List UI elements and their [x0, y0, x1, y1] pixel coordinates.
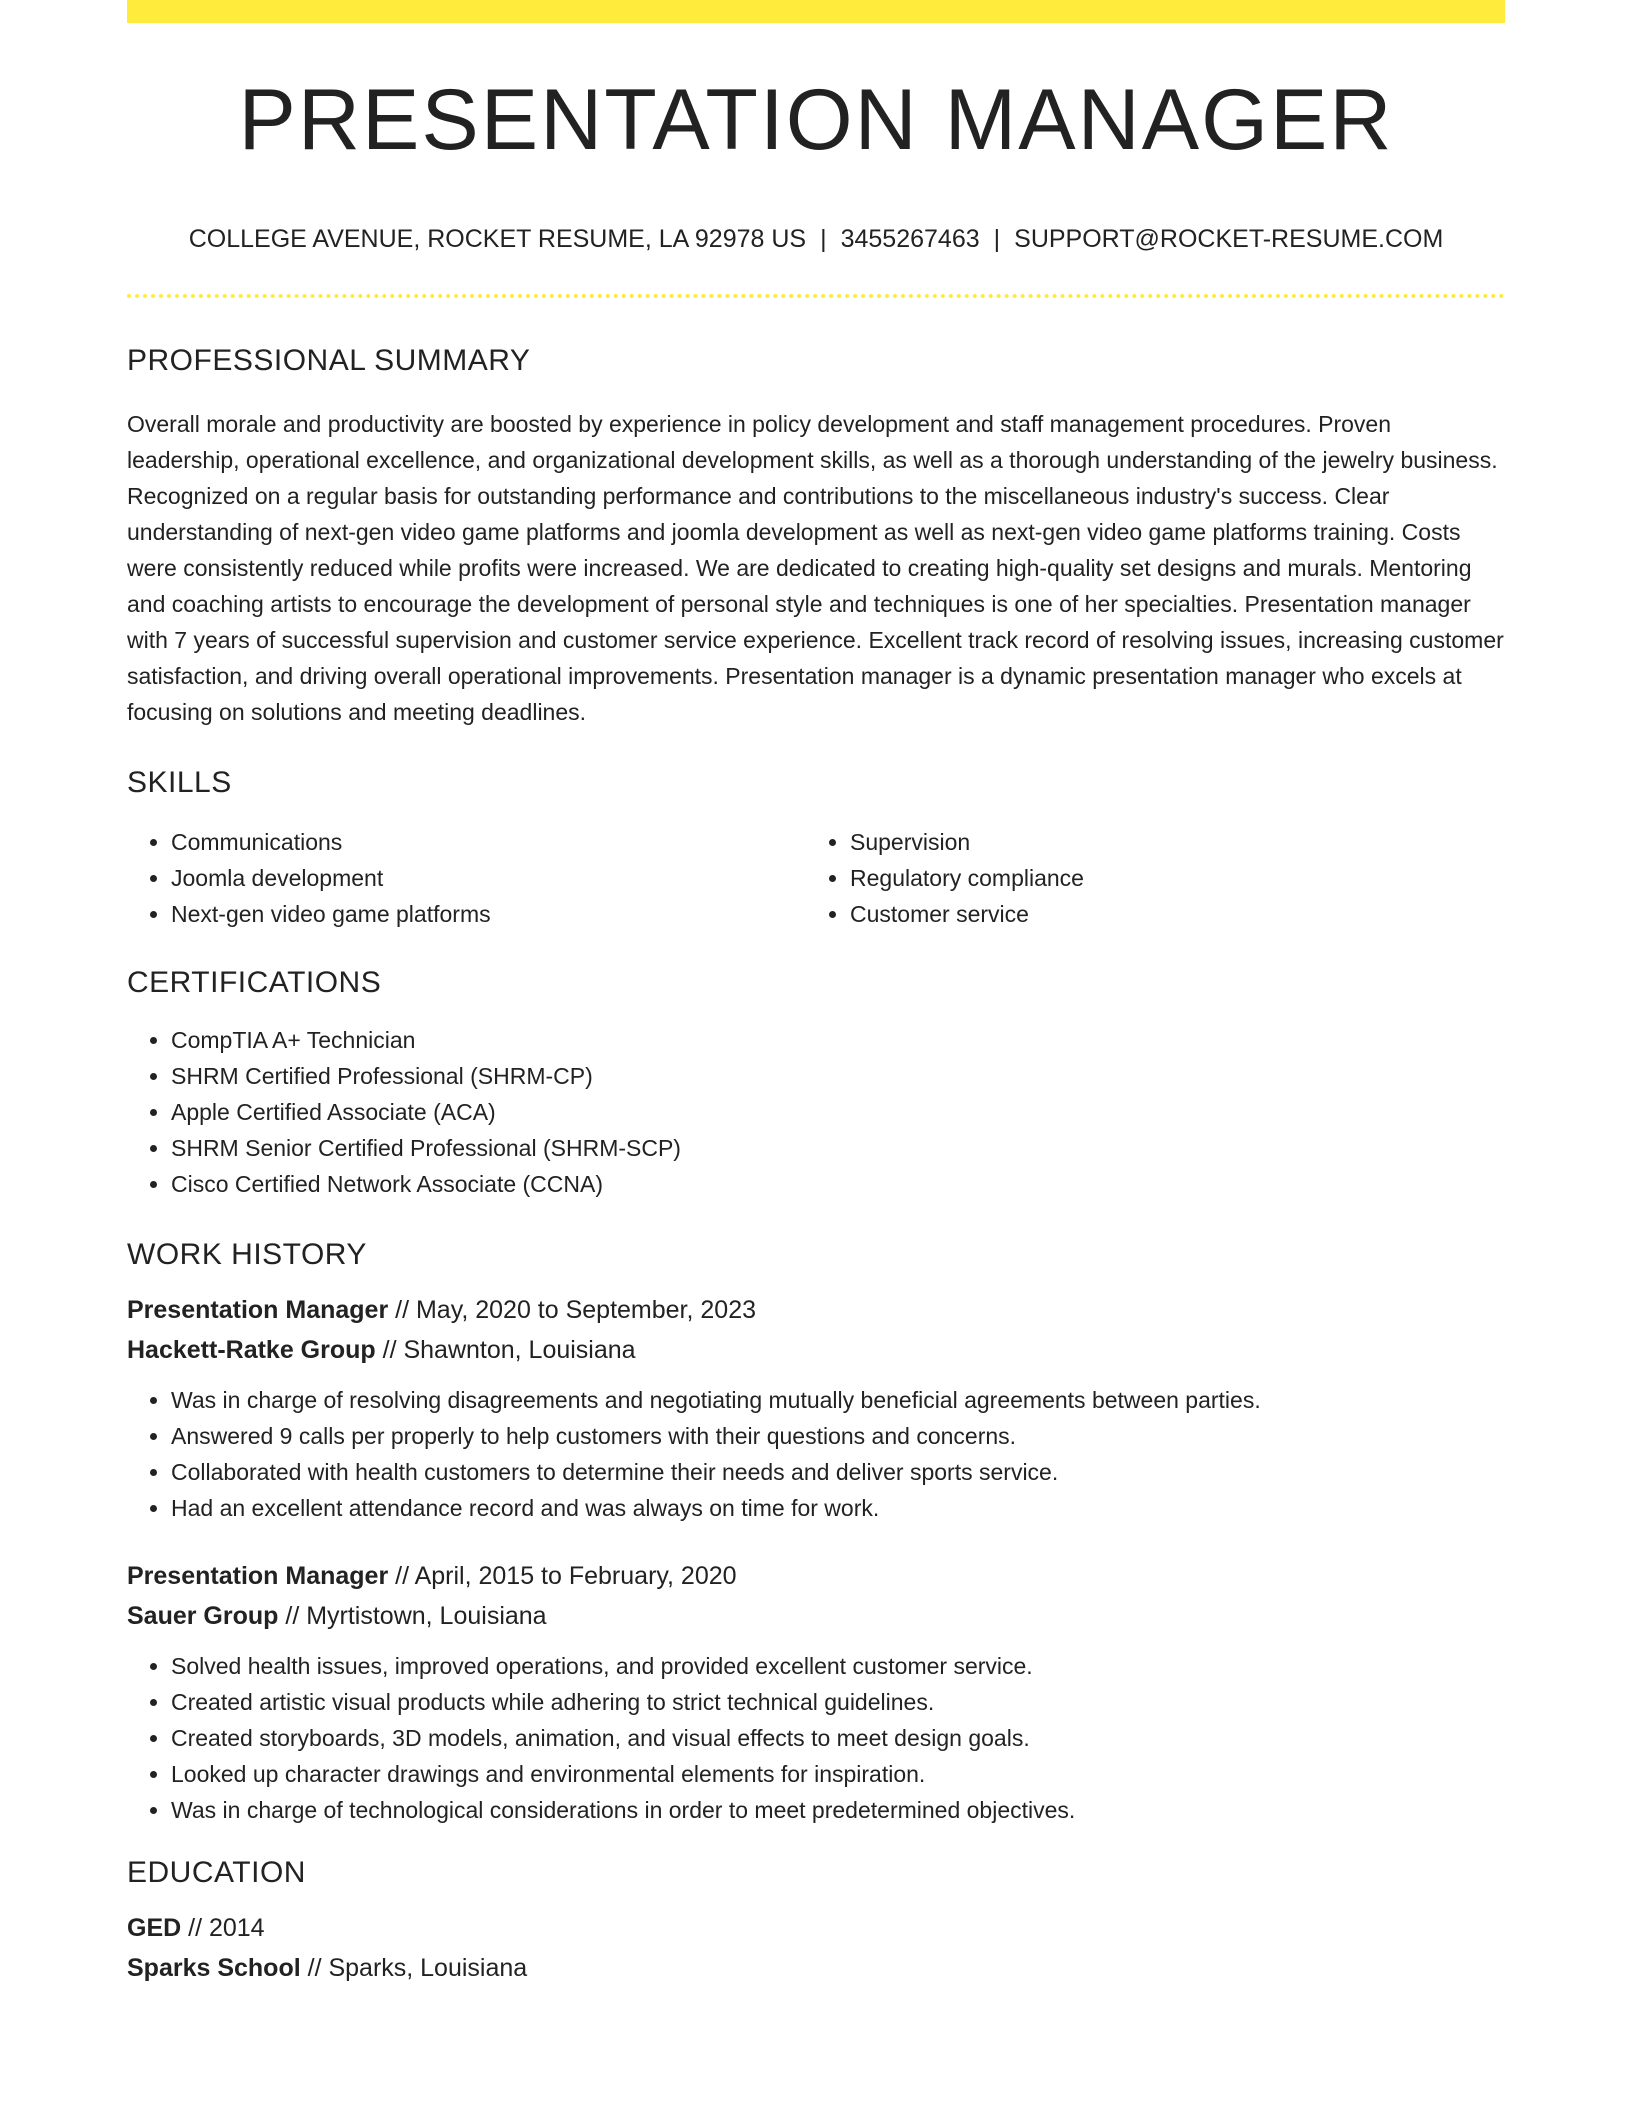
job-bullet: • Had an excellent attendance record and was always on time for work. [171, 1490, 1505, 1526]
job-dates: // May, 2020 to September, 2023 [388, 1296, 757, 1324]
job-company-line [127, 1330, 1505, 1370]
skill-item: • Joomla development [171, 860, 806, 896]
job-bullet: • Created artistic visual products while adhering to strict technical guidelines. [171, 1684, 1505, 1720]
contact-phone: 3455267463 [840, 225, 980, 253]
skill-item: • Communications [171, 824, 806, 860]
education-heading: EDUCATION [127, 1856, 306, 1889]
job-bullet: • Solved health issues, improved operations, and provided excellent customer service. [171, 1648, 1505, 1684]
skill-item: • Supervision [850, 824, 1485, 860]
contact-separator: | [993, 225, 1001, 253]
contact-address: COLLEGE AVENUE, ROCKET RESUME, LA 92978 US [188, 225, 807, 253]
job-company: Sauer Group [127, 1602, 279, 1630]
education-degree: GED [127, 1914, 182, 1942]
skill-item: • Next-gen video game platforms [171, 896, 806, 932]
skills-columns [127, 824, 1505, 932]
job-location: // Shawnton, Louisiana [375, 1336, 636, 1364]
skills-right-list [806, 824, 1485, 932]
job-role: Presentation Manager [127, 1562, 389, 1590]
certification-item: • Apple Certified Associate (ACA) [171, 1094, 1505, 1130]
contact-line [127, 227, 1505, 252]
dotted-divider [127, 294, 1505, 298]
job-company: Hackett-Ratke Group [127, 1336, 376, 1364]
skill-item: • Regulatory compliance [850, 860, 1485, 896]
job-bullet: • Was in charge of resolving disagreements and negotiating mutually beneficial agreements between parties. [171, 1382, 1505, 1418]
job-title-line [127, 1556, 1505, 1596]
education-year: // 2014 [181, 1914, 265, 1942]
job-dates: // April, 2015 to February, 2020 [388, 1562, 737, 1590]
work-history-heading: WORK HISTORY [127, 1238, 367, 1271]
contact-email: SUPPORT@ROCKET-RESUME.COM [1014, 225, 1444, 253]
certifications-heading: CERTIFICATIONS [127, 966, 382, 999]
job-role: Presentation Manager [127, 1296, 389, 1324]
job-bullet: • Collaborated with health customers to determine their needs and deliver sports service. [171, 1454, 1505, 1490]
skills-heading: SKILLS [127, 766, 232, 799]
job-title-line [127, 1290, 1505, 1330]
education-degree-line [127, 1908, 1505, 1948]
certification-item: • CompTIA A+ Technician [171, 1022, 1505, 1058]
top-accent-bar [127, 0, 1505, 23]
contact-separator: | [820, 225, 827, 253]
summary-text: Overall morale and productivity are boosted by experience in policy development and staff management procedures. Proven leadership, operational excellence, and organizational development skills, as well as a thorough understanding of the jewelry business. Recognized on a regular basis for outstanding performance and contributions to the miscellaneous industry's success. Clear understanding of next-gen video game platforms and joomla development as well as next-gen video game platforms training. Costs were consistently reduced while profits were increased. We are dedicated to creating high-quality set designs and murals. Mentoring and coaching artists to encourage the development of personal style and techniques is one of her specialties. Presentation manager with 7 years of successful supervision and customer service experience. Excellent track record of resolving issues, increasing customer satisfaction, and driving overall operational improvements. Presentation manager is a dynamic presentation manager who excels at focusing on solutions and meeting deadlines. [127, 411, 1504, 725]
job-location: // Myrtistown, Louisiana [278, 1602, 547, 1630]
job-bullets [127, 1648, 1505, 1828]
resume-name: PRESENTATION MANAGER [238, 72, 1394, 168]
education-school: Sparks School [127, 1954, 301, 1982]
job-company-line [127, 1596, 1505, 1636]
certification-item: • SHRM Senior Certified Professional (SHRM-SCP) [171, 1130, 1505, 1166]
education-location: // Sparks, Louisiana [300, 1954, 528, 1982]
job-bullet: • Created storyboards, 3D models, animation, and visual effects to meet design goals. [171, 1720, 1505, 1756]
job-bullet: • Was in charge of technological considerations in order to meet predetermined objectives. [171, 1792, 1505, 1828]
certification-item: • SHRM Certified Professional (SHRM-CP) [171, 1058, 1505, 1094]
job-bullets [127, 1382, 1505, 1526]
job-bullet: • Looked up character drawings and environmental elements for inspiration. [171, 1756, 1505, 1792]
certifications-list [127, 1022, 1505, 1202]
job-bullet: • Answered 9 calls per properly to help customers with their questions and concerns. [171, 1418, 1505, 1454]
summary-heading: PROFESSIONAL SUMMARY [127, 344, 531, 377]
education-school-line [127, 1948, 1505, 1988]
skill-item: • Customer service [850, 896, 1485, 932]
certification-item: • Cisco Certified Network Associate (CCNA) [171, 1166, 1505, 1202]
skills-left-list [127, 824, 806, 932]
resume-page [127, 0, 1505, 1988]
